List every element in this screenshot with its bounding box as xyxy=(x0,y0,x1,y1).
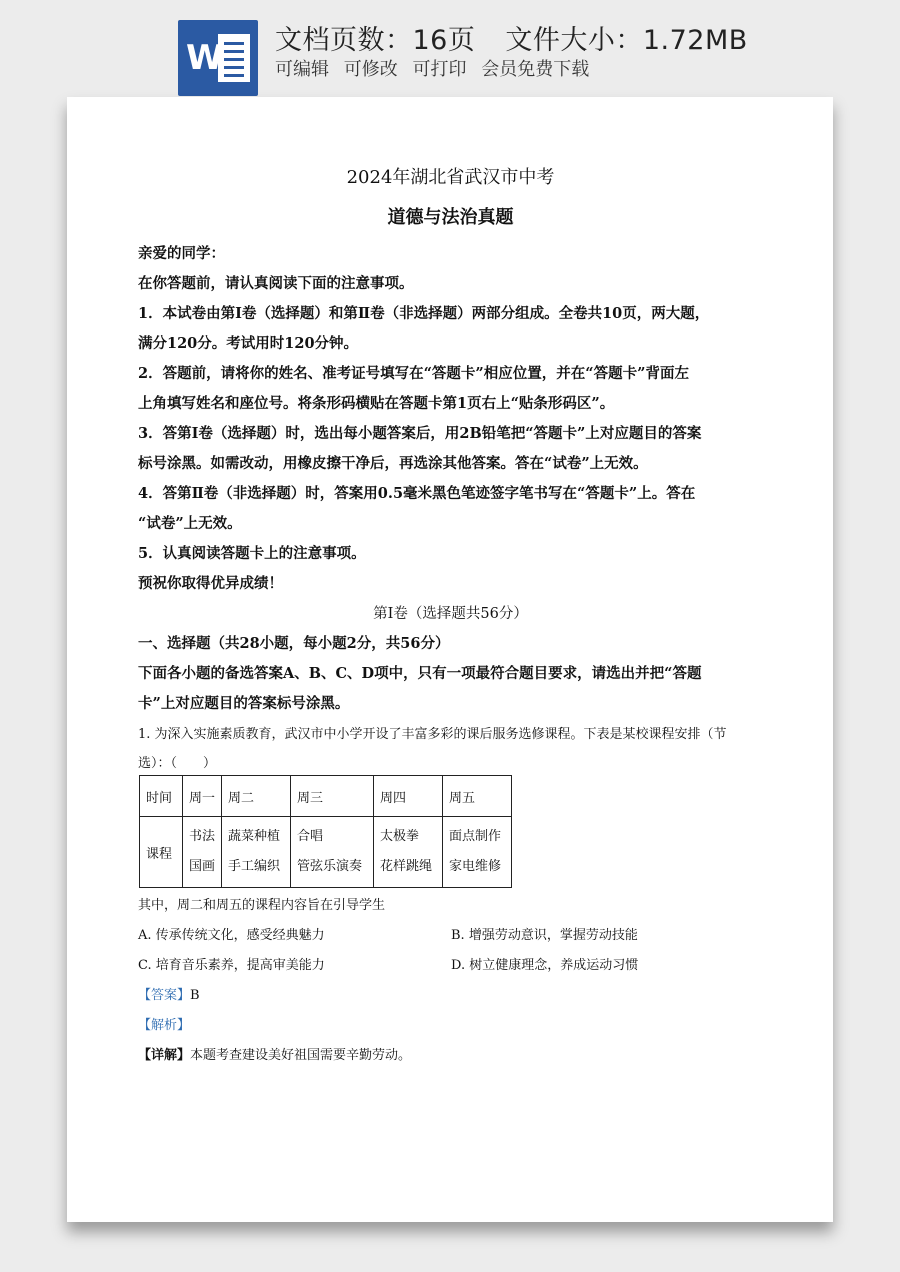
word-document-icon xyxy=(178,20,258,96)
note-line: 标号涂黑。如需改动，用橡皮擦干净后，再选涂其他答案。答在“试卷”上无效。 xyxy=(138,455,648,472)
table-cell: 合唱 管弦乐演奏 xyxy=(291,817,374,888)
table-cell: 书法 国画 xyxy=(183,817,222,888)
note-line: “试卷”上无效。 xyxy=(138,515,242,532)
feature-modifiable: 可修改 xyxy=(343,59,398,80)
option-c: C. 培育音乐素养，提高审美能力 xyxy=(138,958,325,973)
feature-list xyxy=(275,55,598,81)
option-a: A. 传承传统文化，感受经典魅力 xyxy=(138,928,325,943)
note-line: 1．本试卷由第Ⅰ卷（选择题）和第Ⅱ卷（非选择题）两部分组成。全卷共10页，两大题， xyxy=(138,305,710,322)
download-banner xyxy=(0,0,900,100)
intro: 在你答题前，请认真阅读下面的注意事项。 xyxy=(138,275,414,292)
part-instruction: 卡”上对应题目的答案标号涂黑。 xyxy=(138,695,350,712)
note-line: 5．认真阅读答题卡上的注意事项。 xyxy=(138,545,366,562)
course-schedule-table xyxy=(139,775,512,888)
detail-tag: 【详解】 xyxy=(138,1048,191,1063)
file-info xyxy=(275,18,748,56)
table-cell: 太极拳 花样跳绳 xyxy=(374,817,443,888)
part-instruction: 下面各小题的备选答案A、B、C、D项中，只有一项最符合题目要求，请选出并把“答题 xyxy=(138,665,702,682)
answer-line xyxy=(138,984,200,1003)
note-line: 满分120分。考试用时120分钟。 xyxy=(138,335,359,352)
option-b: B. 增强劳动意识，掌握劳动技能 xyxy=(451,928,638,943)
note-line: 3．答第Ⅰ卷（选择题）时，选出每小题答案后，用2B铅笔把“答题卡”上对应题目的答案 xyxy=(138,425,702,442)
table-row-label: 课程 xyxy=(140,817,183,888)
wish: 预祝你取得优异成绩！ xyxy=(138,575,283,592)
feature-editable: 可编辑 xyxy=(275,59,329,80)
table-header: 周三 xyxy=(291,776,374,817)
option-d: D. 树立健康理念，养成运动习惯 xyxy=(451,958,639,973)
question-tail: 其中，周二和周五的课程内容旨在引导学生 xyxy=(138,898,386,913)
document-page xyxy=(67,97,833,1222)
feature-printable: 可打印 xyxy=(412,59,467,80)
section-title: 第Ⅰ卷（选择题共56分） xyxy=(373,606,528,622)
part-title: 一、选择题（共28小题，每小题2分，共56分） xyxy=(138,635,450,652)
page-count: 文档页数：16页 xyxy=(275,25,476,56)
table-header-row xyxy=(140,776,512,817)
table-header: 周一 xyxy=(183,776,222,817)
detail-text: 本题考查建设美好祖国需要辛勤劳动。 xyxy=(190,1048,412,1063)
doc-title: 2024年湖北省武汉市中考 xyxy=(346,167,555,188)
answer-tag: 【答案】 xyxy=(138,988,191,1003)
analysis-line xyxy=(138,1014,190,1033)
table-header: 周二 xyxy=(222,776,291,817)
note-line: 4．答第Ⅱ卷（非选择题）时，答案用0.5毫米黑色笔迹签字笔书写在“答题卡”上。答在 xyxy=(138,485,696,502)
table-cell: 面点制作 家电维修 xyxy=(443,817,512,888)
table-cell: 蔬菜种植 手工编织 xyxy=(222,817,291,888)
detail-line xyxy=(138,1044,411,1063)
file-size: 文件大小：1.72MB xyxy=(505,25,748,56)
table-row xyxy=(140,817,512,888)
answer-value: B xyxy=(190,988,200,1003)
feature-member-download: 会员免费下载 xyxy=(481,59,590,80)
table-header: 周五 xyxy=(443,776,512,817)
analysis-tag: 【解析】 xyxy=(138,1018,191,1033)
table-header: 周四 xyxy=(374,776,443,817)
doc-subtitle: 道德与法治真题 xyxy=(387,207,514,228)
greeting: 亲爱的同学： xyxy=(138,245,225,262)
question-stem: 选）：（ ） xyxy=(138,756,217,771)
table-header: 时间 xyxy=(140,776,183,817)
note-line: 2．答题前，请将你的姓名、准考证号填写在“答题卡”相应位置，并在“答题卡”背面左 xyxy=(138,365,689,382)
note-line: 上角填写姓名和座位号。将条形码横贴在答题卡第1页右上“贴条形码区”。 xyxy=(138,395,615,412)
word-icon-letter: W xyxy=(186,38,224,78)
question-stem: 1. 为深入实施素质教育，武汉市中小学开设了丰富多彩的课后服务选修课程。下表是某校课程安排（节 xyxy=(138,727,727,742)
